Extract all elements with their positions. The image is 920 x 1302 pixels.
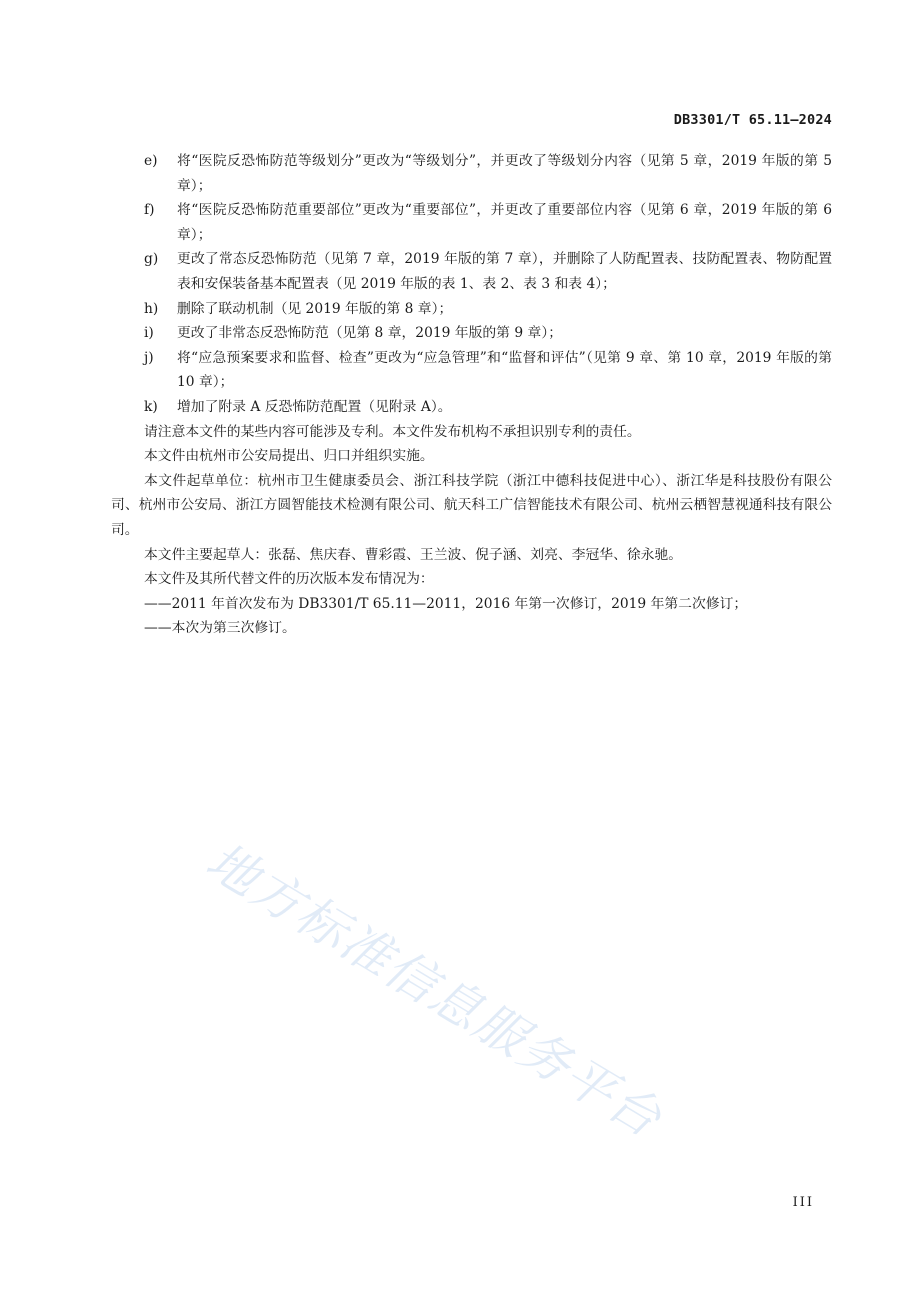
list-item-text: 将“医院反恐怖防范重要部位”更改为“重要部位”，并更改了重要部位内容（见第 6 章，2019 年版的第 6 章）； [177,202,832,243]
list-item-text: 将“应急预案要求和监督、检查”更改为“应急管理”和“监督和评估”（见第 9 章、第 10 章，2019 年版的第 10 章）； [177,349,832,391]
list-item-marker: f) [144,202,155,219]
list-item-marker: i) [144,325,154,342]
list-item-marker: h) [144,300,159,317]
proposer-paragraph: 本文件由杭州市公安局提出、归口并组织实施。 [144,448,434,465]
history-intro: 本文件及其所代替文件的历次版本发布情况为： [144,571,434,588]
page-number: III [792,1195,814,1210]
list-item [111,346,832,395]
list-item-text: 更改了非常态反恐怖防范（见第 8 章，2019 年版的第 9 章）； [177,325,563,342]
list-item [111,247,832,296]
list-item-marker: k) [144,398,158,415]
drafters-paragraph: 本文件主要起草人：张磊、焦庆春、曹彩霞、王兰波、倪子涵、刘亮、李冠华、徐永驰。 [144,546,683,563]
list-item [111,395,832,420]
list-item-text: 更改了常态反恐怖防范（见第 7 章，2019 年版的第 7 章），并删除了人防配置表、技防配置表、物防配置表和安保装备基本配置表（见 2019 年版的表 1、表 2、表 3 和表 4）； [177,251,832,292]
list-item [111,321,832,346]
list-item [111,198,832,247]
document-body [111,149,832,641]
history-item: ——本次为第三次修订。 [144,620,296,637]
document-code: DB3301/T 65.11—2024 [673,112,832,128]
watermark: 地方标准信息服务平台 [196,831,673,1149]
list-item-text: 删除了联动机制（见 2019 年版的第 8 章）； [177,300,453,317]
patent-note: 请注意本文件的某些内容可能涉及专利。本文件发布机构不承担识别专利的责任。 [144,423,641,440]
list-item-marker: g) [144,251,159,268]
list-item-text: 增加了附录 A 反恐怖防范配置（见附录 A）。 [177,398,452,415]
list-item [111,297,832,322]
list-item-marker: j) [144,349,154,366]
drafting-units-paragraph: 本文件起草单位：杭州市卫生健康委员会、浙江科技学院（浙江中德科技促进中心）、浙江华是科技股份有限公司、杭州市公安局、浙江方圆智能技术检测有限公司、航天科工广信智能技术有限公司、杭州云栖智慧视通科技有限公司。 [111,472,832,538]
list-item-marker: e) [144,153,158,169]
list-item [111,149,832,198]
history-item: ——2011 年首次发布为 DB3301/T 65.11—2011，2016 年第一次修订，2019 年第二次修订； [144,595,748,612]
list-item-text: 将“医院反恐怖防范等级划分”更改为“等级划分”，并更改了等级划分内容（见第 5 章，2019 年版的第 5 章）； [177,153,832,194]
